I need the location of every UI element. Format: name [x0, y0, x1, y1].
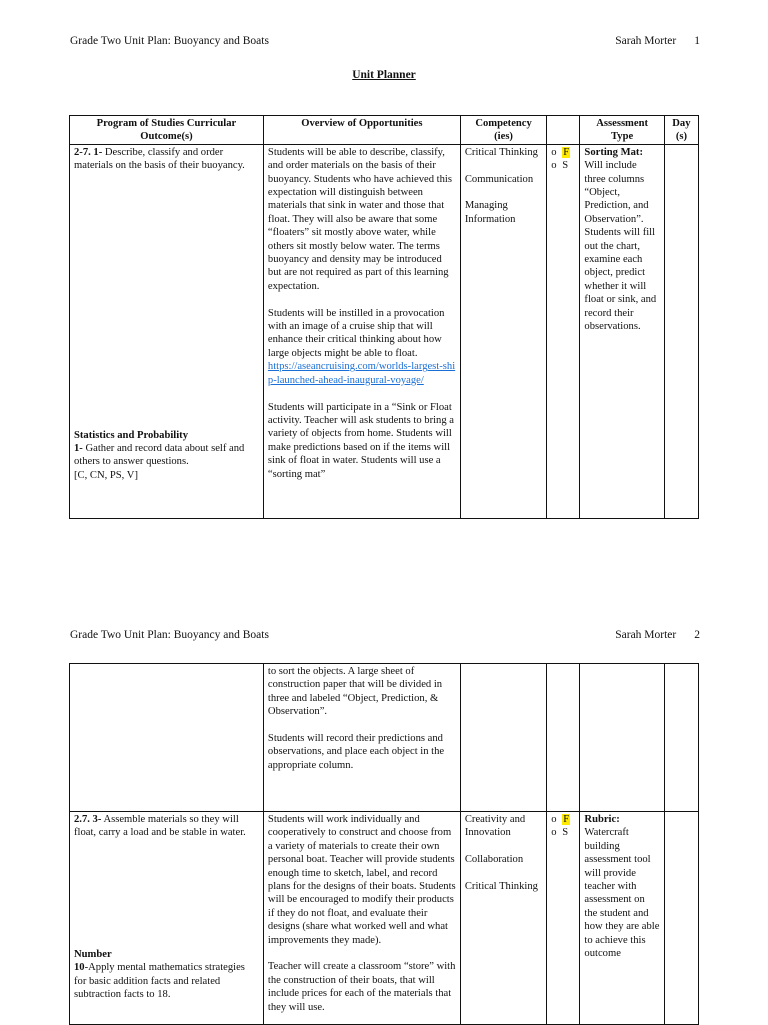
- competency-item: Creativity and Innovation: [464, 814, 526, 839]
- document-title: Grade Two Unit Plan: Buoyancy and Boats: [70, 629, 269, 641]
- outcome-cell: [70, 144, 264, 518]
- header-outcomes: Program of Studies Curricular Outcome(s): [70, 116, 264, 145]
- bullet-icon: o: [551, 146, 557, 158]
- competency-item: Managing Information: [464, 200, 516, 225]
- page-number: 2: [694, 629, 700, 641]
- competency-cell: [460, 812, 546, 1025]
- page-number: 1: [694, 35, 700, 47]
- day-cell: [664, 144, 698, 518]
- table-header-row: [70, 116, 699, 145]
- page-title: Unit Planner: [352, 69, 416, 81]
- overview-paragraph: Students will be able to describe, classify, and order materials on the basis of their buoyancy. Students who have achieved this expectation will distinguish between materials that sink in water and those that float. They will also be aware that some “floaters” sit mostly above water, while others sit mostly below water. The terms buoyancy and density may be introduced but are not required as part of this learning expectation.: [267, 146, 452, 292]
- assessment-text: Watercraft building assessment tool will provide teacher with assessment on the student and how they are able to achieve this outcome: [584, 827, 660, 960]
- overview-cell: [263, 664, 460, 812]
- math-text: Gather and record data about self and others to answer questions.: [74, 443, 245, 468]
- summative-marker: S: [562, 827, 569, 839]
- competency-item: Communication: [464, 173, 534, 185]
- table-row: [70, 812, 699, 1025]
- unit-planner-table-continued: [69, 663, 699, 1025]
- overview-paragraph: to sort the objects. A large sheet of construction paper that will be divided in three and labeled “Object, Prediction, & Observation”.: [267, 666, 443, 718]
- assessment-title: Sorting Mat:: [584, 146, 643, 158]
- assessment-form-cell: [547, 812, 580, 1025]
- assessment-cell: [580, 664, 664, 812]
- header-right: [615, 629, 700, 642]
- outcome-code: 2-7. 1-: [74, 146, 103, 158]
- author-name: Sarah Morter: [615, 35, 677, 47]
- assessment-form-cell: [547, 144, 580, 518]
- author-name: Sarah Morter: [615, 629, 677, 641]
- overview-cell: [263, 812, 460, 1025]
- competency-cell: [460, 144, 546, 518]
- bullet-icon: o: [551, 160, 557, 172]
- table-row: [70, 664, 699, 812]
- overview-paragraph: Students will be instilled in a provocation with an image of a cruise ship that will enhance their critical thinking about how large objects might be able to float.: [267, 307, 445, 359]
- header-day: Day (s): [664, 116, 698, 145]
- bullet-icon: o: [551, 827, 557, 839]
- outcome-code: 2.7. 3-: [74, 814, 102, 825]
- math-code: 10: [74, 962, 85, 974]
- outcome-text: Describe, classify and order materials on the basis of their buoyancy.: [74, 146, 245, 172]
- overview-paragraph: Students will participate in a “Sink or Float activity. Teacher will ask students to bring a variety of objects from home. Students will make predictions based on if the items will sink of float in water. Students will use a “sorting mat”: [267, 401, 454, 480]
- outcome-text: Assemble materials so they will float, carry a load and be stable in water.: [74, 814, 246, 839]
- assessment-cell: [580, 144, 664, 518]
- day-cell: [664, 812, 698, 1025]
- day-cell: [664, 664, 698, 812]
- outcome-cell: [70, 812, 264, 1025]
- assessment-form-cell: [547, 664, 580, 812]
- math-text: -Apply mental mathematics strategies for basic addition facts and related subtraction facts to 18.: [74, 962, 245, 1001]
- unit-planner-table: [69, 115, 699, 519]
- overview-paragraph: Teacher will create a classroom “store” with the construction of their boats, that will include prices for each of the materials that they will use.: [267, 961, 456, 1013]
- math-codes: [C, CN, PS, V]: [74, 469, 138, 481]
- header-right: [615, 35, 700, 48]
- document-title: Grade Two Unit Plan: Buoyancy and Boats: [70, 35, 269, 47]
- competency-item: Collaboration: [464, 854, 524, 866]
- formative-marker: F: [563, 814, 570, 825]
- assessment-text: Will include three columns “Object, Prediction, and Observation”. Students will fill out the chart, examine each object, predict whether it will float or sink, and record their observations.: [584, 160, 657, 333]
- header-fs: [547, 116, 580, 145]
- summative-marker: S: [562, 160, 569, 172]
- header-competency: Competency (ies): [460, 116, 546, 145]
- assessment-cell: [580, 812, 664, 1025]
- overview-cell: [263, 144, 460, 518]
- formative-marker: F: [563, 146, 570, 158]
- cruise-ship-link[interactable]: https://aseancruising.com/worlds-largest-ship-launched-ahead-inaugural-voyage/: [267, 361, 456, 386]
- outcome-cell: [70, 664, 264, 812]
- table-row: [70, 144, 699, 518]
- math-heading: Number: [74, 948, 112, 960]
- math-code: 1-: [74, 443, 83, 455]
- competency-cell: [460, 664, 546, 812]
- math-heading: Statistics and Probability: [74, 429, 188, 441]
- header-assessment: Assessment Type: [580, 116, 664, 145]
- bullet-icon: o: [551, 814, 557, 825]
- assessment-title: Rubric:: [584, 814, 620, 825]
- overview-paragraph: Students will record their predictions and observations, and place each object in the appropriate column.: [267, 733, 445, 771]
- overview-paragraph: Students will work individually and cooperatively to construct and choose from a variety of materials to create their own personal boat. Teacher will provide students enough time to sketch, label, and record plans for the designs of their boats. Students will be encouraged to modify their products if they do not float, and evaluate their designs (share what worked well and what improvements they made).: [267, 814, 456, 946]
- competency-item: Critical Thinking: [464, 146, 538, 158]
- header-overview: Overview of Opportunities: [263, 116, 460, 145]
- competency-item: Critical Thinking: [464, 881, 538, 892]
